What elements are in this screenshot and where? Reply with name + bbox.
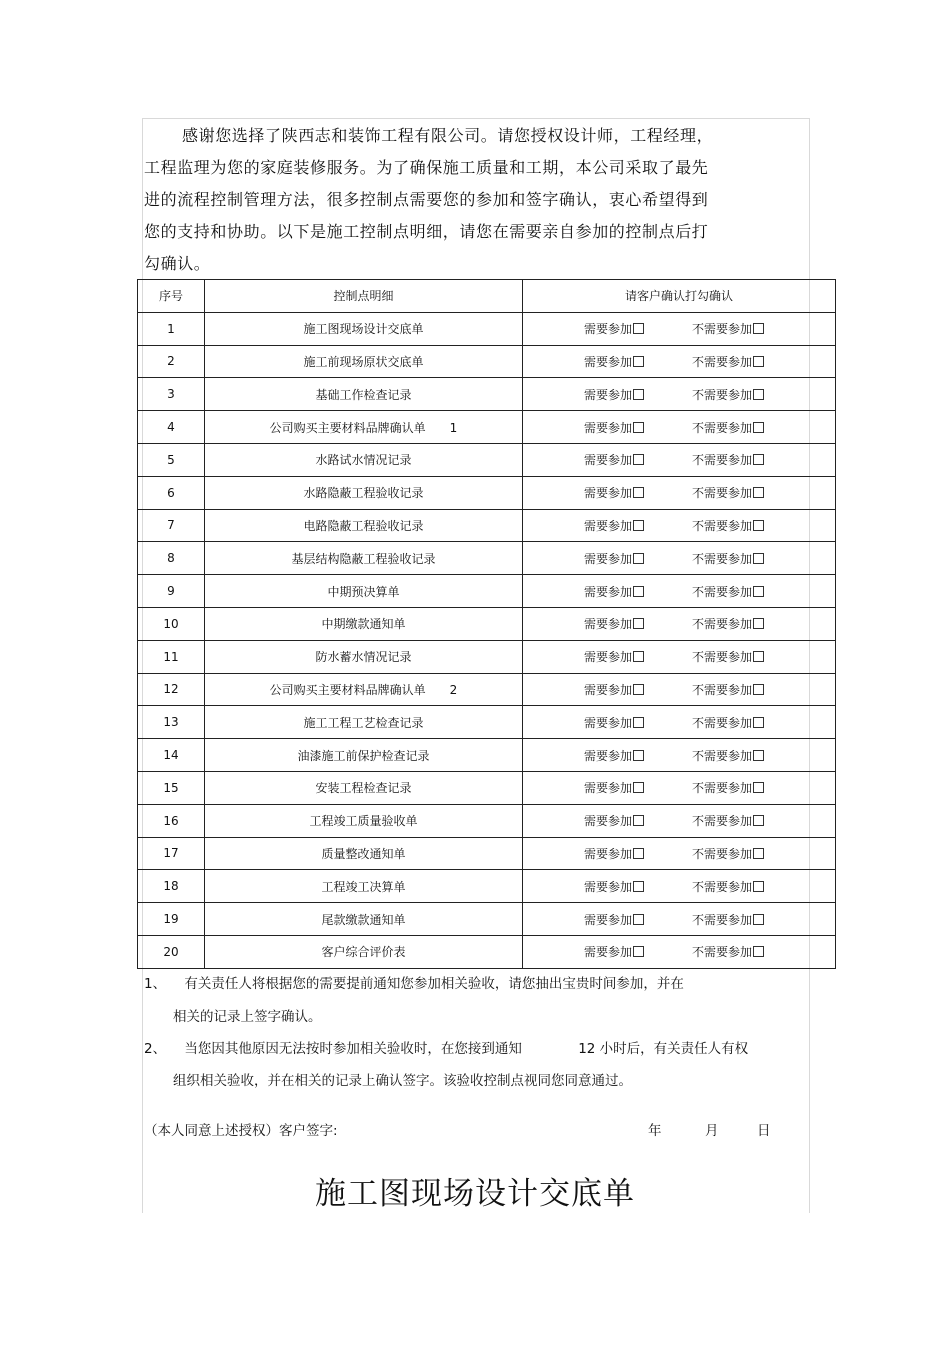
need-option[interactable] (584, 681, 692, 698)
no-need-checkbox[interactable] (753, 782, 764, 793)
row-item: 施工工程工艺检查记录 (205, 706, 523, 739)
need-checkbox[interactable] (633, 717, 644, 728)
no-need-label: 不需要参加 (692, 584, 753, 599)
no-need-option[interactable] (692, 681, 774, 698)
no-need-checkbox[interactable] (753, 356, 764, 367)
no-need-label: 不需要参加 (692, 486, 753, 501)
no-need-option[interactable] (692, 419, 774, 436)
row-item: 工程竣工质量验收单 (205, 804, 523, 837)
need-option[interactable] (584, 747, 692, 764)
table-row (138, 345, 836, 378)
row-confirm (523, 509, 836, 542)
table-row (138, 378, 836, 411)
no-need-checkbox[interactable] (753, 750, 764, 761)
row-item: 施工图现场设计交底单 (205, 312, 523, 345)
intro-line-1: 感谢您选择了陕西志和装饰工程有限公司。请您授权设计师，工程经理， (182, 126, 714, 145)
header-confirm: 请客户确认打勾确认 (523, 280, 836, 313)
table-row (138, 443, 836, 476)
need-label: 需要参加 (584, 682, 633, 697)
table-row (138, 706, 836, 739)
header-no: 序号 (138, 280, 205, 313)
row-item: 基层结构隐蔽工程验收记录 (205, 542, 523, 575)
no-need-option[interactable] (692, 648, 774, 665)
no-need-option[interactable] (692, 779, 774, 796)
row-confirm (523, 640, 836, 673)
no-need-label: 不需要参加 (692, 420, 753, 435)
no-need-option[interactable] (692, 451, 774, 468)
need-label: 需要参加 (584, 387, 633, 402)
need-option[interactable] (584, 320, 692, 337)
no-need-checkbox[interactable] (753, 651, 764, 662)
row-item: 公司购买主要材料品牌确认单 2 (205, 673, 523, 706)
header-item: 控制点明细 (205, 280, 523, 313)
row-confirm (523, 443, 836, 476)
note-1-line-1: 有关责任人将根据您的需要提前通知您参加相关验收，请您抽出宝贵时间参加，并在 (184, 976, 684, 992)
table-row (138, 312, 836, 345)
table-row (138, 673, 836, 706)
row-item: 水路试水情况记录 (205, 443, 523, 476)
need-label: 需要参加 (584, 354, 633, 369)
row-confirm (523, 312, 836, 345)
need-checkbox[interactable] (633, 651, 644, 662)
need-checkbox[interactable] (633, 323, 644, 334)
row-item: 施工前现场原状交底单 (205, 345, 523, 378)
no-need-checkbox[interactable] (753, 323, 764, 334)
no-need-checkbox[interactable] (753, 487, 764, 498)
need-checkbox[interactable] (633, 586, 644, 597)
row-confirm (523, 673, 836, 706)
table-row (138, 837, 836, 870)
need-option[interactable] (584, 911, 692, 928)
signature-month: 月 (705, 1123, 719, 1139)
need-option[interactable] (584, 648, 692, 665)
no-need-option[interactable] (692, 583, 774, 600)
row-number: 13 (138, 706, 205, 739)
no-need-option[interactable] (692, 615, 774, 632)
table-row (138, 509, 836, 542)
intro-line-2: 工程监理为您的家庭装修服务。为了确保施工质量和工期，本公司采取了最先 (144, 158, 709, 177)
row-item: 油漆施工前保护检查记录 (205, 739, 523, 772)
no-need-option[interactable] (692, 812, 774, 829)
table-row (138, 411, 836, 444)
need-checkbox[interactable] (633, 946, 644, 957)
need-label: 需要参加 (584, 584, 633, 599)
no-need-label: 不需要参加 (692, 945, 753, 960)
row-confirm (523, 739, 836, 772)
no-need-checkbox[interactable] (753, 422, 764, 433)
row-confirm (523, 870, 836, 903)
need-checkbox[interactable] (633, 553, 644, 564)
need-checkbox[interactable] (633, 389, 644, 400)
no-need-option[interactable] (692, 517, 774, 534)
need-checkbox[interactable] (633, 520, 644, 531)
need-checkbox[interactable] (633, 815, 644, 826)
need-label: 需要参加 (584, 518, 633, 533)
need-checkbox[interactable] (633, 684, 644, 695)
no-need-label: 不需要参加 (692, 912, 753, 927)
row-number: 20 (138, 935, 205, 968)
no-need-option[interactable] (692, 943, 774, 960)
need-checkbox[interactable] (633, 848, 644, 859)
row-number: 9 (138, 575, 205, 608)
no-need-label: 不需要参加 (692, 781, 753, 796)
note-2 (144, 1039, 748, 1059)
need-option[interactable] (584, 353, 692, 370)
signature-label: （本人同意上述授权）客户签字: (144, 1123, 338, 1139)
no-need-label: 不需要参加 (692, 322, 753, 337)
row-number: 18 (138, 870, 205, 903)
no-need-option[interactable] (692, 747, 774, 764)
no-need-checkbox[interactable] (753, 815, 764, 826)
no-need-label: 不需要参加 (692, 846, 753, 861)
need-option[interactable] (584, 878, 692, 895)
row-number: 14 (138, 739, 205, 772)
note-2-line-1a: 当您因其他原因无法按时参加相关验收时，在您接到通知 (184, 1041, 522, 1057)
need-label: 需要参加 (584, 945, 633, 960)
signature-day: 日 (757, 1123, 771, 1139)
no-need-label: 不需要参加 (692, 879, 753, 894)
need-checkbox[interactable] (633, 422, 644, 433)
row-number: 19 (138, 903, 205, 936)
need-option[interactable] (584, 812, 692, 829)
no-need-option[interactable] (692, 878, 774, 895)
no-need-checkbox[interactable] (753, 914, 764, 925)
control-points-table (137, 279, 836, 969)
row-confirm (523, 542, 836, 575)
need-label: 需要参加 (584, 551, 633, 566)
no-need-checkbox[interactable] (753, 717, 764, 728)
need-option[interactable] (584, 517, 692, 534)
need-option[interactable] (584, 550, 692, 567)
no-need-option[interactable] (692, 845, 774, 862)
table-row (138, 640, 836, 673)
need-checkbox[interactable] (633, 881, 644, 892)
need-label: 需要参加 (584, 748, 633, 763)
table-row (138, 935, 836, 968)
no-need-checkbox[interactable] (753, 881, 764, 892)
need-option[interactable] (584, 615, 692, 632)
row-confirm (523, 345, 836, 378)
row-confirm (523, 411, 836, 444)
no-need-label: 不需要参加 (692, 682, 753, 697)
signature-year: 年 (648, 1123, 662, 1139)
need-checkbox[interactable] (633, 454, 644, 465)
row-item: 电路隐蔽工程验收记录 (205, 509, 523, 542)
no-need-label: 不需要参加 (692, 354, 753, 369)
no-need-option[interactable] (692, 550, 774, 567)
no-need-checkbox[interactable] (753, 389, 764, 400)
table-row (138, 575, 836, 608)
row-number: 10 (138, 607, 205, 640)
no-need-label: 不需要参加 (692, 551, 753, 566)
row-confirm (523, 903, 836, 936)
no-need-label: 不需要参加 (692, 518, 753, 533)
row-item: 尾款缴款通知单 (205, 903, 523, 936)
need-label: 需要参加 (584, 453, 633, 468)
row-number: 1 (138, 312, 205, 345)
need-label: 需要参加 (584, 420, 633, 435)
note-1-number: 1、 (144, 976, 167, 992)
row-confirm (523, 706, 836, 739)
table-row (138, 870, 836, 903)
row-confirm (523, 837, 836, 870)
row-item: 安装工程检查记录 (205, 771, 523, 804)
row-confirm (523, 935, 836, 968)
need-checkbox[interactable] (633, 750, 644, 761)
intro-line-4: 您的支持和协助。以下是施工控制点明细，请您在需要亲自参加的控制点后打 (144, 222, 709, 241)
no-need-label: 不需要参加 (692, 715, 753, 730)
no-need-checkbox[interactable] (753, 848, 764, 859)
no-need-option[interactable] (692, 386, 774, 403)
intro-paragraph (144, 120, 764, 280)
row-item: 中期预决算单 (205, 575, 523, 608)
table-header-row (138, 280, 836, 313)
need-label: 需要参加 (584, 846, 633, 861)
no-need-label: 不需要参加 (692, 387, 753, 402)
note-2-line-2: 组织相关验收，并在相关的记录上确认签字。该验收控制点视同您同意通过。 (173, 1073, 632, 1089)
no-need-checkbox[interactable] (753, 946, 764, 957)
row-number: 15 (138, 771, 205, 804)
need-label: 需要参加 (584, 715, 633, 730)
next-section-title: 施工图现场设计交底单 (315, 1176, 635, 1212)
table-row (138, 476, 836, 509)
table-row (138, 771, 836, 804)
need-label: 需要参加 (584, 617, 633, 632)
row-number: 6 (138, 476, 205, 509)
no-need-option[interactable] (692, 911, 774, 928)
no-need-checkbox[interactable] (753, 618, 764, 629)
need-label: 需要参加 (584, 814, 633, 829)
row-number: 12 (138, 673, 205, 706)
row-item: 防水蓄水情况记录 (205, 640, 523, 673)
row-number: 7 (138, 509, 205, 542)
need-option[interactable] (584, 484, 692, 501)
need-checkbox[interactable] (633, 782, 644, 793)
row-number: 8 (138, 542, 205, 575)
row-confirm (523, 476, 836, 509)
row-confirm (523, 607, 836, 640)
row-item: 基础工作检查记录 (205, 378, 523, 411)
row-item: 水路隐蔽工程验收记录 (205, 476, 523, 509)
no-need-checkbox[interactable] (753, 520, 764, 531)
row-number: 4 (138, 411, 205, 444)
need-label: 需要参加 (584, 879, 633, 894)
row-number: 17 (138, 837, 205, 870)
intro-line-5: 勾确认。 (144, 254, 211, 273)
no-need-option[interactable] (692, 353, 774, 370)
need-option[interactable] (584, 583, 692, 600)
row-item: 中期缴款通知单 (205, 607, 523, 640)
need-option[interactable] (584, 779, 692, 796)
row-item: 客户综合评价表 (205, 935, 523, 968)
need-option[interactable] (584, 845, 692, 862)
row-item: 工程竣工决算单 (205, 870, 523, 903)
row-confirm (523, 575, 836, 608)
no-need-label: 不需要参加 (692, 814, 753, 829)
need-label: 需要参加 (584, 486, 633, 501)
note-2-line-1b: 12 小时后，有关责任人有权 (578, 1041, 749, 1057)
need-option[interactable] (584, 419, 692, 436)
no-need-checkbox[interactable] (753, 586, 764, 597)
row-item: 公司购买主要材料品牌确认单 1 (205, 411, 523, 444)
need-checkbox[interactable] (633, 618, 644, 629)
note-2-number: 2、 (144, 1041, 167, 1057)
need-checkbox[interactable] (633, 914, 644, 925)
no-need-label: 不需要参加 (692, 650, 753, 665)
row-number: 5 (138, 443, 205, 476)
note-1-line-2: 相关的记录上签字确认。 (173, 1009, 322, 1025)
no-need-label: 不需要参加 (692, 617, 753, 632)
no-need-checkbox[interactable] (753, 454, 764, 465)
table-row (138, 903, 836, 936)
need-option[interactable] (584, 451, 692, 468)
row-number: 11 (138, 640, 205, 673)
no-need-label: 不需要参加 (692, 748, 753, 763)
no-need-option[interactable] (692, 484, 774, 501)
need-label: 需要参加 (584, 322, 633, 337)
need-option[interactable] (584, 714, 692, 731)
need-label: 需要参加 (584, 781, 633, 796)
need-option[interactable] (584, 943, 692, 960)
table-row (138, 804, 836, 837)
no-need-checkbox[interactable] (753, 684, 764, 695)
need-option[interactable] (584, 386, 692, 403)
no-need-option[interactable] (692, 320, 774, 337)
row-number: 3 (138, 378, 205, 411)
need-checkbox[interactable] (633, 487, 644, 498)
row-confirm (523, 378, 836, 411)
row-confirm (523, 771, 836, 804)
row-item: 质量整改通知单 (205, 837, 523, 870)
intro-line-3: 进的流程控制管理方法，很多控制点需要您的参加和签字确认，衷心希望得到 (144, 190, 709, 209)
need-checkbox[interactable] (633, 356, 644, 367)
note-1 (144, 974, 684, 994)
no-need-label: 不需要参加 (692, 453, 753, 468)
row-number: 16 (138, 804, 205, 837)
need-label: 需要参加 (584, 912, 633, 927)
table-row (138, 542, 836, 575)
need-label: 需要参加 (584, 650, 633, 665)
table-row (138, 607, 836, 640)
no-need-checkbox[interactable] (753, 553, 764, 564)
table-row (138, 739, 836, 772)
row-confirm (523, 804, 836, 837)
no-need-option[interactable] (692, 714, 774, 731)
row-number: 2 (138, 345, 205, 378)
